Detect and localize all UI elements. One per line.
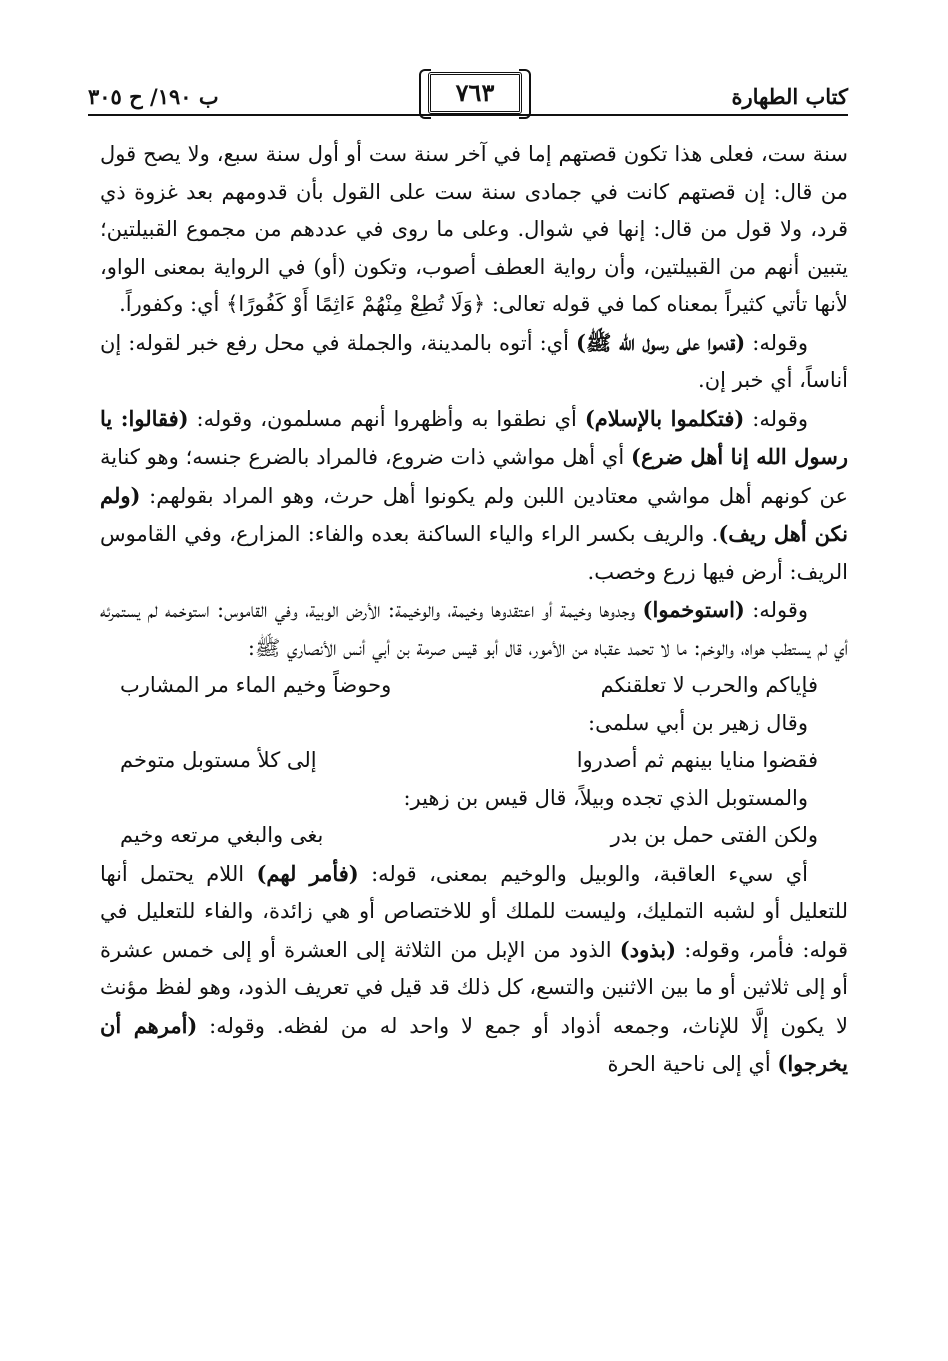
- poetry-verse-3: [100, 817, 848, 855]
- text: أي نطقوا به وأظهروا أنهم مسلمون، وقوله:: [188, 406, 585, 431]
- paragraph-5: [100, 855, 848, 1084]
- text: الذود من الإبل من الثلاثة إلى العشرة أو إلى خمس عشرة أو إلى ثلاثين أو ما بين الاثنين والتسع، كل ذلك قد قيل في تعريف الذود، وهو لفظ مؤنث لا يكون إلَّا للإناث، وجمعه أذواد أو جمع لا واحد له من لفظه. وقوله:: [100, 937, 848, 1038]
- quoted-phrase: (أمرهم أن يخرجوا): [100, 1012, 848, 1076]
- text: وجدوها وخيمة أو اعتقدوها وخيمة، والوخيمة: الأرض الوبية، وفي القاموس: استوخمه لم يستمرئه أي لم يستطب هواه، والوخم: ما لا تحمد عقباه من الأمور، قال أبو قيس صرمة بن أبي أنس الأنصاري ﷺ:: [100, 598, 848, 660]
- text: وقوله:: [745, 330, 809, 355]
- quoted-phrase: (فقالوا: يا رسول الله إنا أهل ضرع): [100, 405, 849, 469]
- quoted-phrase: (فتكلموا بالإسلام): [584, 405, 745, 431]
- header-divider: [88, 114, 848, 116]
- verse-hemistich-left: إلى كلأ مستوبل متوخم: [120, 748, 317, 772]
- paragraph-4: [100, 591, 848, 667]
- body-text: [100, 136, 848, 1084]
- verse-hemistich-right: ولكن الفتى حمل بن بدر: [610, 823, 818, 847]
- verse-intro-3: والمستوبل الذي تجده وبيلاً، قال قيس بن زهير:: [403, 785, 808, 810]
- paragraph-3: [100, 400, 848, 592]
- paragraph-1: سنة ست، فعلى هذا تكون قصتهم إما في آخر سنة ست أو أول سنة سبع، ولا يصح قول من قال: إن قصتهم كانت في جمادى سنة ست على القول بأن قدومهم بعد غزوة ذي قرد، ولا قول من قال: إنها في شوال. وعلى ما روى في عددهم من مجموع القبيلتين؛ يتبين أنهم من القبيلتين، وأن رواية العطف أصوب، وتكون (أو) في الرواية بمعنى الواو، لأنها تأتي كثيراً بمعناه كما في قوله تعالى: ﴿وَلَا تُطِعْ مِنْهُمْ ءَاثِمًا أَوْ كَفُورًا﴾ أي: وكفوراً.: [100, 142, 848, 316]
- text: أي أهل مواشي ذات ضروع، فالمراد بالضرع جنسه؛ وهو كناية عن كونهم أهل مواشي معتادين اللبن ولم يكونوا أهل حرث، وهو المراد بقولهم:: [100, 445, 848, 508]
- poetry-verse-1: [100, 667, 848, 705]
- paragraph-2: [100, 324, 848, 400]
- text: أي سيء العاقبة، والوبيل والوخيم بمعنى، قوله:: [358, 861, 809, 886]
- verse-hemistich-right: فقضوا منايا بينهم ثم أصدروا: [576, 748, 818, 772]
- quoted-phrase: (قدموا على رسول الله ﷺ): [576, 329, 746, 355]
- book-title: كتاب الطهارة: [731, 84, 848, 109]
- text: اللام يحتمل أنها للتعليل أو لشبه التمليك، وليست للملك أو للاختصاص أو هي زائدة، والفاء للتعليل في قوله: فأمر، وقوله:: [100, 861, 849, 962]
- verse-intro-2: وقال زهير بن أبي سلمى:: [588, 710, 808, 735]
- quoted-phrase: (بذود): [619, 936, 677, 962]
- page-header: [88, 70, 848, 118]
- quoted-phrase: (فأمر لهم): [256, 860, 359, 886]
- quoted-phrase: (ولم نكن أهل ريف): [100, 482, 849, 546]
- text: أي إلى ناحية الحرة: [607, 1052, 778, 1076]
- page-number: ٧٦٣: [428, 72, 522, 114]
- text: وقوله:: [744, 598, 808, 622]
- verse-hemistich-left: بغى والبغي مرتعه وخيم: [120, 823, 324, 847]
- verse-hemistich-left: وحوضاً وخيم الماء مر المشارب: [120, 673, 392, 697]
- verse-hemistich-right: فإياكم والحرب لا تعلقنكم: [600, 673, 818, 697]
- poetry-verse-2: [100, 742, 848, 780]
- text: . والريف بكسر الراء والياء الساكنة بعده والفاء: المزارع، وفي القاموس الريف: أرض فيها زرع وخصب.: [100, 522, 848, 584]
- text: أي: أتوه بالمدينة، والجملة في محل رفع خبر لقوله: إن أناساً، أي خبر إن.: [100, 330, 848, 392]
- chapter-reference: ب ١٩٠/ ح ٣٠٥: [88, 84, 219, 109]
- text: وقوله:: [744, 406, 808, 431]
- quoted-phrase: (استوخموا): [642, 597, 745, 622]
